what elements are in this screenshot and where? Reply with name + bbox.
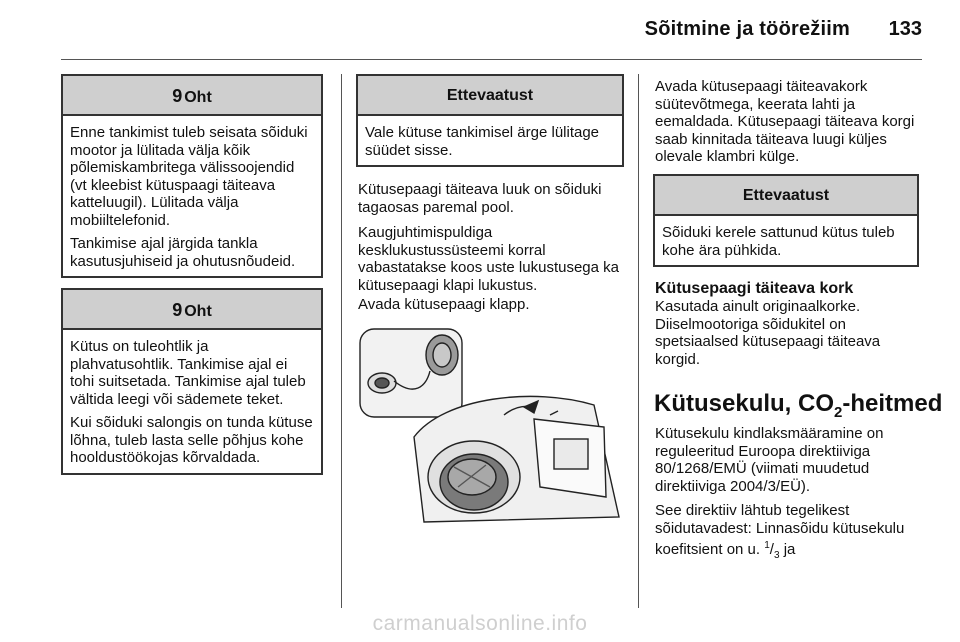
body-paragraph: Kaugjuhtimispuldiga kesklukustussüsteemi korral vabastatakse koos uste lukustusega ka kütusepaagi klapi lukustus. (358, 224, 619, 294)
warning-body (63, 116, 321, 276)
warning-header (63, 76, 321, 116)
column-divider-left (341, 74, 342, 608)
warning-title: Oht (184, 89, 212, 106)
caution-header: Ettevaatust (358, 76, 622, 116)
subheading-fuel-cap: Kütusepaagi täiteava kork (655, 280, 854, 297)
section-title-subscript: 2 (834, 403, 843, 421)
warning-paragraph: Kui sõiduki salongis on tunda kütuse lõhna, tuleb lasta selle põhjus kohe hooldustöökojas kõrvaldada. (70, 414, 313, 466)
warning-paragraph: Tankimise ajal järgida tankla kasutusjuhiseid ja ohutusnõudeid. (70, 235, 296, 270)
body-paragraph: Avada kütusepaagi klapp. (358, 296, 530, 313)
warning-title: Oht (184, 303, 212, 320)
page-number: 133 (888, 18, 922, 40)
fraction-denominator: 3 (773, 550, 780, 561)
warning-paragraph: Enne tankimist tuleb seisata sõiduki mootor ja lülitada välja kõik põlemiskambritega välissoojendid (vt kleebist kütuspaagi täiteava katteluugil). Lülitada välja mobiiltelefonid. (70, 124, 308, 229)
section-title-text-end: -heitmed (842, 390, 943, 417)
fraction-numerator: 1 (764, 540, 770, 551)
body-paragraph-fraction: See direktiiv lähtub tegelikest sõidutavadest: Linnasõidu kütusekulu koefitsient on u. $^1/_3$ ja (655, 502, 905, 561)
fuel-filler-illustration (354, 327, 624, 527)
body-paragraph: Avada kütusepaagi täiteavakork süütevõtmega, keerata lahti ja eemaldada. Kütusepaagi täiteava korgi saab kinnitada täiteava luugi küljes olevale klambri külge. (655, 78, 915, 165)
caution-header: Ettevaatust (655, 176, 917, 216)
body-paragraph: Kütusekulu kindlaksmääramine on reguleeritud Euroopa direktiiviga 80/1268/EMÜ (viimati muudetud direktiiviga 2004/3/EÜ). (655, 425, 884, 495)
fraction-text-end: ja (779, 541, 796, 558)
caution-box-fuel-spill (653, 174, 919, 267)
warning-box-fuel-safety (61, 74, 323, 278)
warning-icon: 9 (172, 300, 183, 320)
body-paragraph: Kütusepaagi täiteava luuk on sõiduki tagaosas paremal pool. (358, 181, 602, 216)
body-paragraph: Kasutada ainult originaalkorke. Diiselmootoriga sõidukitel on spetsiaalsed kütusepaagi täiteava korgid. (655, 298, 881, 368)
running-header-title: Sõitmine ja töörežiim (644, 18, 850, 40)
warning-body (63, 330, 321, 473)
header-rule (61, 59, 922, 60)
warning-icon: 9 (172, 86, 183, 106)
warning-header (63, 290, 321, 330)
caution-body (358, 116, 622, 165)
column-divider-right (638, 74, 639, 608)
watermark: carmanualsonline.info (372, 612, 588, 635)
caution-text: Sõiduki kerele sattunud kütus tuleb kohe ära pühkida. (662, 224, 895, 259)
warning-box-flammable (61, 288, 323, 475)
warning-paragraph: Kütus on tuleohtlik ja plahvatusohtlik. Tankimise ajal ei tohi suitsetada. Tankimise ajal tuleb vältida leegi või sädemete teket. (70, 338, 306, 408)
caution-body (655, 216, 917, 265)
section-title-consumption (654, 390, 942, 421)
section-title-text: Kütusekulu, CO (654, 390, 835, 417)
fraction-text: See direktiiv lähtub tegelikest sõidutavadest: Linnasõidu kütusekulu koefitsient on u. (655, 502, 905, 558)
caution-text: Vale kütuse tankimisel ärge lülitage süüdet sisse. (365, 124, 600, 159)
caution-box-wrong-fuel (356, 74, 624, 167)
